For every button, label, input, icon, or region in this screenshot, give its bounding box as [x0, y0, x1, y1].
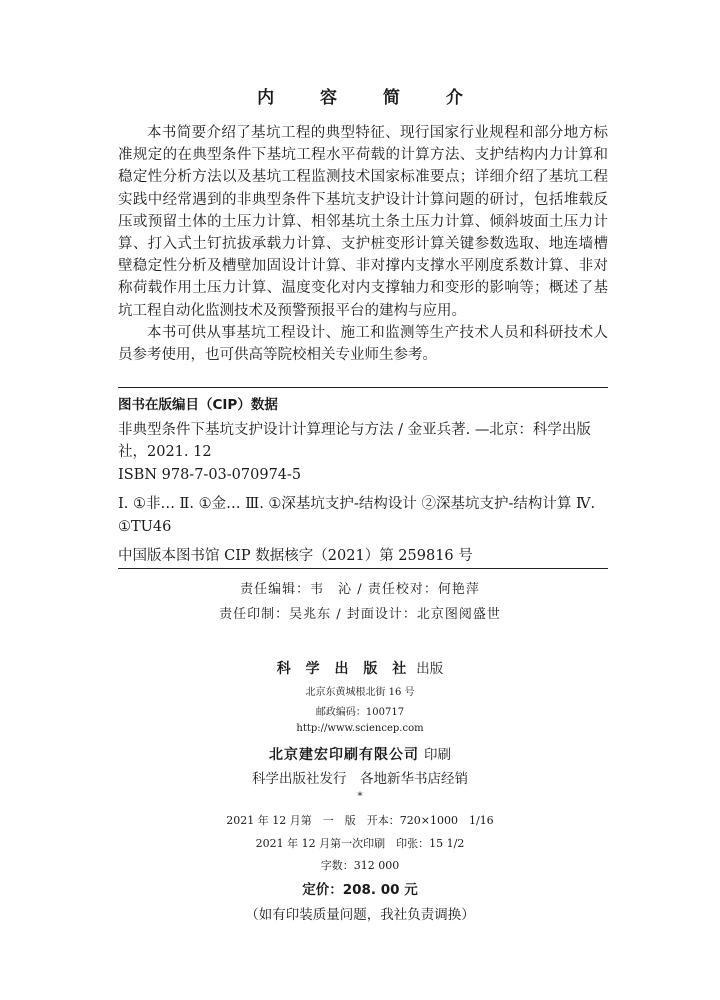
distribution-line: 科学出版社发行 各地新华书店经销: [252, 771, 468, 787]
word-count: 字数：312 000: [320, 859, 400, 872]
intro-paragraph-2: 本书可供从事基坑工程设计、施工和监测等生产技术人员和科研技术人员参考使用，也可供高等院校相关专业师生参考。: [118, 324, 608, 364]
intro-paragraph-1: 本书简要介绍了基坑工程的典型特征、现行国家行业规程和部分地方标准规定的在典型条件下基坑工程水平荷载的计算方法、支护结构内力计算和稳定性分析方法以及基坑工程监测技术国家标准要点；详细介绍了基坑工程实践中经常遇到的非典型条件下基坑支护设计计算问题的研讨，包括堆载反压或预留土体的土压力计算、相邻基坑土条土压力计算、倾斜坡面土压力计算、打入式土钉抗拔承载力计算、支护桩变形计算关键参数选取、地连墙槽壁稳定性分析及槽壁加固设计计算、非对撑内支撑水平刚度系数计算、非对称荷载作用土压力计算、温度变化对内支撑轴力和变形的影响等；概述了基坑工程自动化监测技术及预警预报平台的建构与应用。: [118, 125, 608, 319]
publisher-website: http://www.sciencep.com: [296, 723, 424, 734]
quality-notice: （如有印装质量问题，我社负责调换）: [245, 907, 475, 923]
publisher-suffix: 出版: [416, 661, 444, 677]
publisher-postcode: 邮政编码：100717: [315, 707, 405, 718]
printer-suffix: 印刷: [424, 747, 452, 763]
book-introduction: [118, 122, 608, 366]
printer-line: [0, 743, 720, 764]
cip-isbn: ISBN 978-7-03-070974-5: [118, 466, 302, 483]
cip-heading: 图书在版编目（CIP）数据: [118, 397, 278, 413]
separator-asterisk: *: [357, 791, 363, 802]
page-title: 内 容 简 介: [257, 88, 483, 108]
cip-verification: 中国版本图书馆 CIP 数据核字（2021）第 259816 号: [118, 548, 473, 564]
cip-classification: Ⅰ. ①非… Ⅱ. ①金… Ⅲ. ①深基坑支护-结构设计 ②深基坑支护-结构计算 Ⅳ. ①TU46: [118, 496, 596, 535]
printing-line: 2021 年 12 月第一次印刷 印张：15 1/2: [255, 837, 465, 850]
publisher-line: [0, 657, 720, 678]
printer-name: 北京建宏印刷有限公司: [268, 747, 419, 763]
cip-record: 非典型条件下基坑支护设计计算理论与方法 / 金亚兵著. —北京：科学出版社，2021. 12: [118, 421, 591, 460]
editor-credits: 责任编辑：韦 沁 / 责任校对：何艳萍: [240, 582, 480, 597]
print-credits: 责任印制：吴兆东 / 封面设计：北京图阅盛世: [219, 607, 501, 622]
edition-line: 2021 年 12 月第 一 版 开本：720×1000 1/16: [226, 814, 494, 827]
price: 定价：208. 00 元: [302, 882, 418, 898]
cip-bottom-rule: [118, 568, 608, 569]
publisher-name: 科 学 出 版 社: [276, 661, 412, 677]
cip-data-block: [118, 394, 608, 568]
cip-top-rule: [118, 387, 608, 388]
publisher-address: 北京东黄城根北街 16 号: [305, 687, 415, 698]
